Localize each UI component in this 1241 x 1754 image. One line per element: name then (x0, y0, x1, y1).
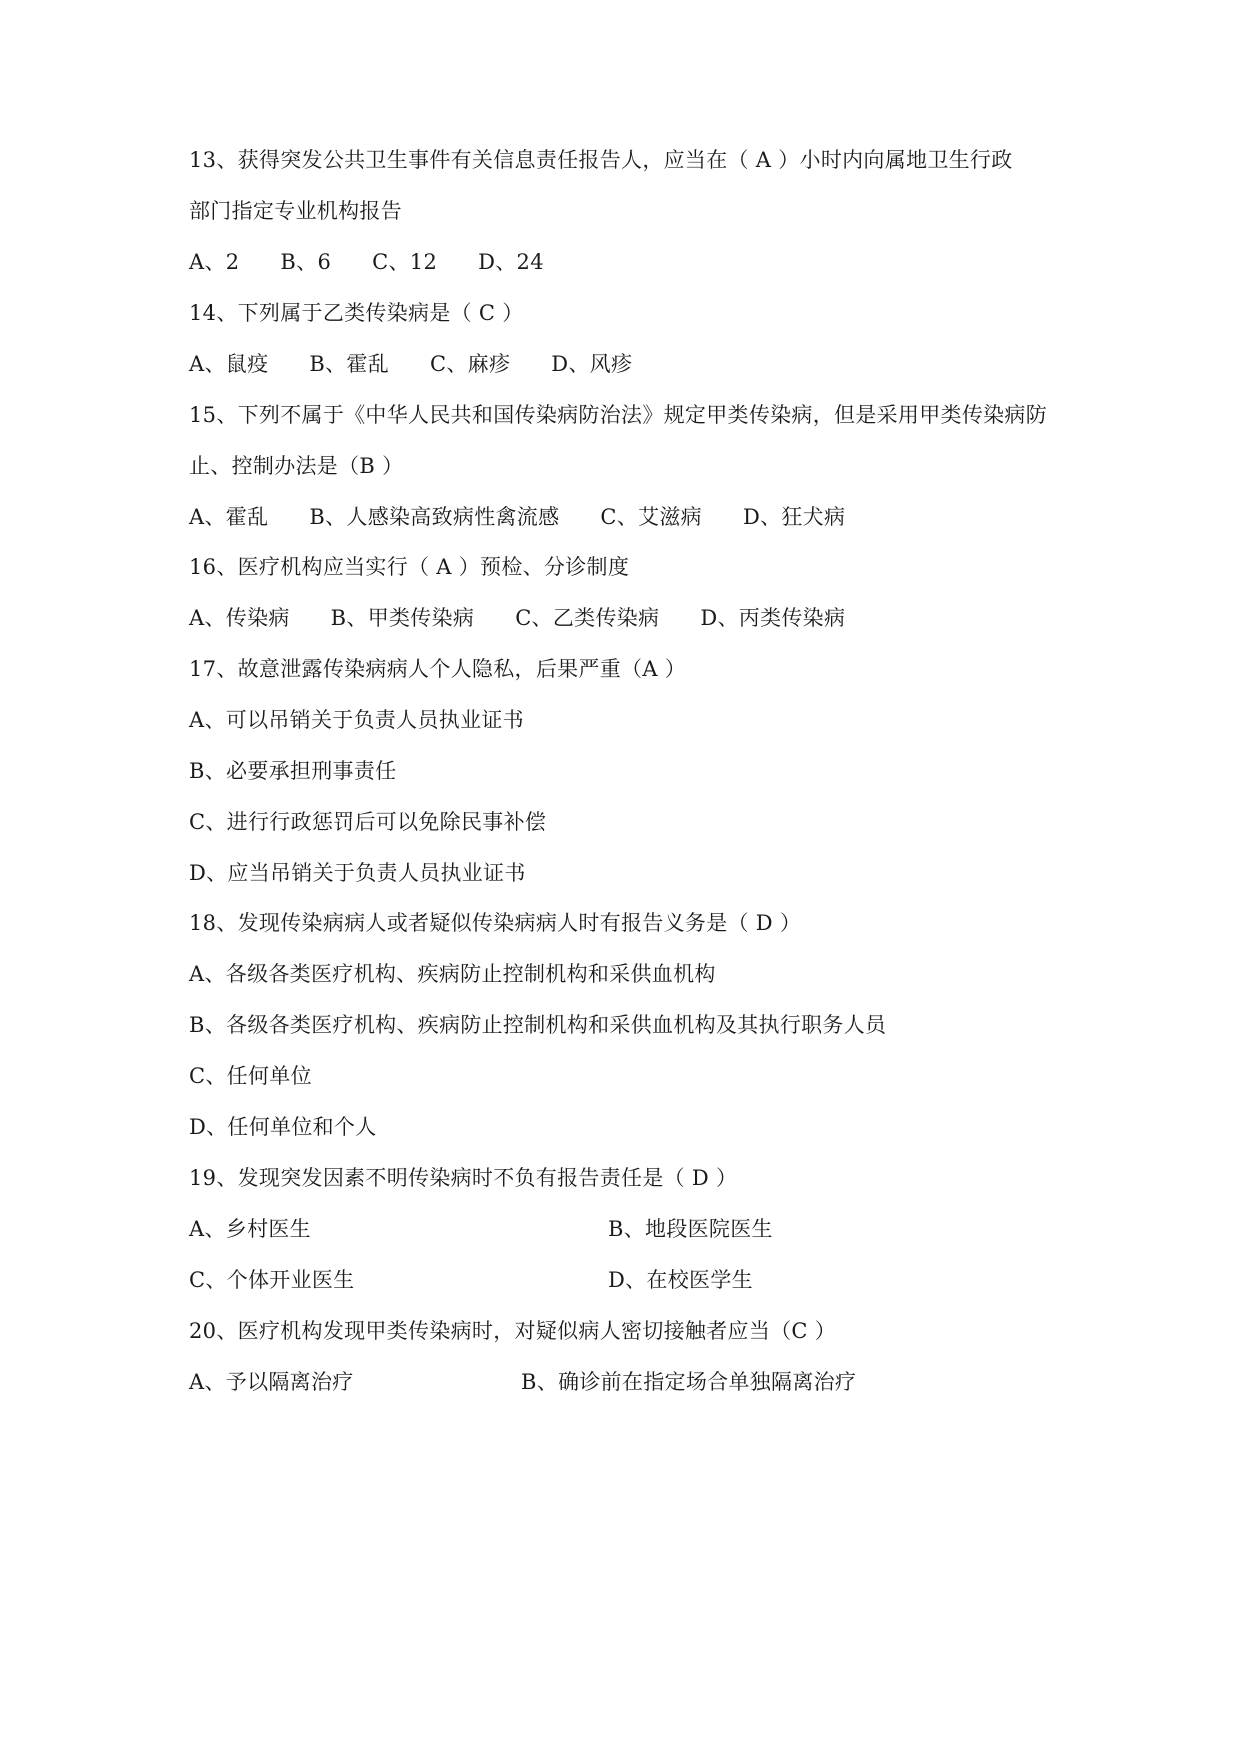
option-d: D、风疹 (551, 352, 633, 376)
question-15-line-1: 15、下列不属于《中华人民共和国传染病防治法》规定甲类传染病，但是采用甲类传染病防 (189, 403, 1048, 427)
option-a: A、霍乱 (189, 505, 269, 529)
option-b: B、霍乱 (309, 352, 389, 376)
question-18-line-1: 18、发现传染病病人或者疑似传染病病人时有报告义务是（ D ） (189, 911, 802, 935)
option-b: B、6 (280, 250, 332, 274)
question-20-line-1: 20、医疗机构发现甲类传染病时，对疑似病人密切接触者应当（C ） (189, 1319, 837, 1343)
option-c: C、麻疹 (429, 352, 511, 376)
question-19-option-d: D、在校医学生 (608, 1268, 753, 1292)
option-a: A、传染病 (189, 606, 290, 630)
question-15-line-2: 止、控制办法是（B ） (189, 454, 404, 478)
question-18-option-d: D、任何单位和个人 (189, 1115, 377, 1139)
question-14-line-1: 14、下列属于乙类传染病是（ C ） (189, 301, 524, 325)
question-18-option-c: C、任何单位 (189, 1064, 312, 1088)
question-16-options (189, 604, 845, 632)
question-19-option-a: A、乡村医生 (189, 1217, 311, 1241)
question-19-option-b: B、地段医院医生 (608, 1217, 773, 1241)
question-13-line-1: 13、获得突发公共卫生事件有关信息责任报告人，应当在（ A ）小时内向属地卫生行政 (189, 148, 1013, 172)
question-17-option-b: B、必要承担刑事责任 (189, 759, 397, 783)
option-c: C、艾滋病 (600, 505, 702, 529)
question-19-line-1: 19、发现突发因素不明传染病时不负有报告责任是（ D ） (189, 1166, 738, 1190)
option-c: C、乙类传染病 (515, 606, 660, 630)
question-13-options (189, 248, 544, 276)
option-a: A、2 (189, 250, 240, 274)
question-20-option-b: B、确诊前在指定场合单独隔离治疗 (521, 1370, 857, 1394)
option-b: B、甲类传染病 (330, 606, 475, 630)
question-19-option-c: C、个体开业医生 (189, 1268, 355, 1292)
option-d: D、丙类传染病 (700, 606, 846, 630)
question-16-line-1: 16、医疗机构应当实行（ A ）预检、分诊制度 (189, 555, 630, 579)
option-a: A、鼠疫 (189, 352, 269, 376)
question-18-option-b: B、各级各类医疗机构、疾病防止控制机构和采供血机构及其执行职务人员 (189, 1013, 887, 1037)
question-15-options (189, 503, 845, 531)
question-17-option-d: D、应当吊销关于负责人员执业证书 (189, 861, 526, 885)
question-17-option-a: A、可以吊销关于负责人员执业证书 (189, 708, 524, 732)
option-c: C、12 (372, 250, 438, 274)
question-18-option-a: A、各级各类医疗机构、疾病防止控制机构和采供血机构 (189, 962, 716, 986)
question-13-line-2: 部门指定专业机构报告 (189, 199, 402, 223)
question-14-options (189, 350, 632, 378)
option-d: D、狂犬病 (742, 505, 846, 529)
option-d: D、24 (478, 250, 544, 274)
question-20-option-a: A、予以隔离治疗 (189, 1370, 354, 1394)
option-b: B、人感染高致病性禽流感 (309, 505, 560, 529)
question-17-line-1: 17、故意泄露传染病病人个人隐私，后果严重（A ） (189, 657, 687, 681)
question-17-option-c: C、进行行政惩罚后可以免除民事补偿 (189, 810, 547, 834)
